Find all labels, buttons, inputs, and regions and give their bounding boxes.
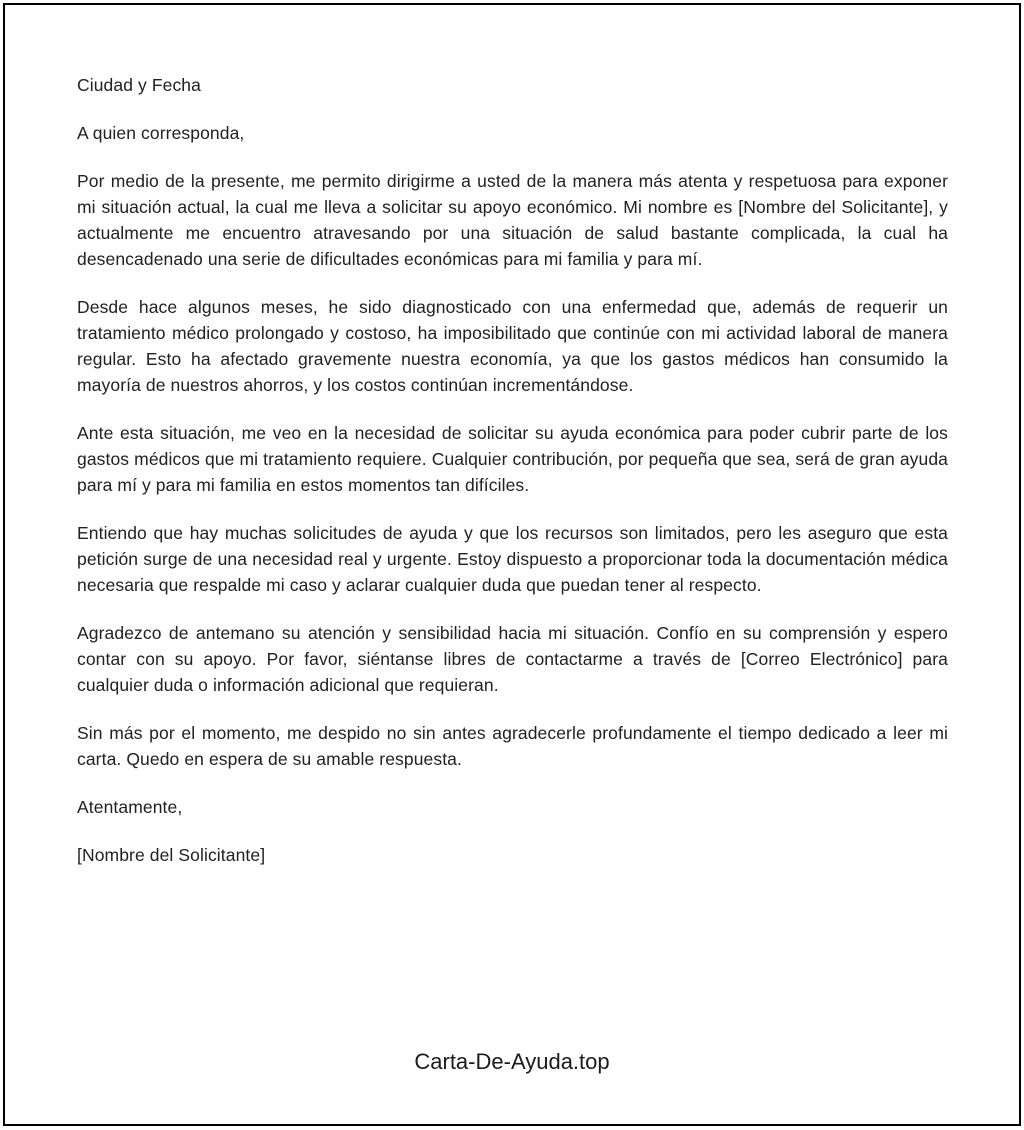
letter-paragraph: Entiendo que hay muchas solicitudes de ayuda y que los recursos son limitados, pero les aseguro que esta petición surge de una necesidad real y urgente. Estoy dispuesto a proporcionar toda la documentación médica necesaria que respalde mi caso y aclarar cualquier duda que puedan tener al respecto. <box>77 523 948 595</box>
closing: Atentamente, <box>77 797 183 817</box>
dateline: Ciudad y Fecha <box>77 75 201 95</box>
signature-placeholder: [Nombre del Solicitante] <box>77 845 266 865</box>
salutation: A quien corresponda, <box>77 123 245 143</box>
footer-site-name: Carta-De-Ayuda.top <box>414 1049 610 1074</box>
letter-content <box>77 72 948 890</box>
letter-paragraph: Desde hace algunos meses, he sido diagnosticado con una enfermedad que, además de requerir un tratamiento médico prolongado y costoso, ha imposibilitado que continúe con mi actividad laboral de manera regular. Esto ha afectado gravemente nuestra economía, ya que los gastos médicos han consumido la mayoría de nuestros ahorros, y los costos continúan incrementándose. <box>77 297 948 395</box>
letter-paragraph: Ante esta situación, me veo en la necesidad de solicitar su ayuda económica para poder cubrir parte de los gastos médicos que mi tratamiento requiere. Cualquier contribución, por pequeña que sea, será de gran ayuda para mí y para mi familia en estos momentos tan difíciles. <box>77 423 948 495</box>
letter-paragraph: Por medio de la presente, me permito dirigirme a usted de la manera más atenta y respetuosa para exponer mi situación actual, la cual me lleva a solicitar su apoyo económico. Mi nombre es [Nombre del Solicitante], y actualmente me encuentro atravesando por una situación de salud bastante complicada, la cual ha desencadenado una serie de dificultades económicas para mi familia y para mí. <box>77 171 948 269</box>
letter-paragraph: Agradezco de antemano su atención y sensibilidad hacia mi situación. Confío en su comprensión y espero contar con su apoyo. Por favor, siéntanse libres de contactarme a través de [Correo Electrónico] para cualquier duda o información adicional que requieran. <box>77 623 948 695</box>
letter-paragraph: Sin más por el momento, me despido no sin antes agradecerle profundamente el tiempo dedicado a leer mi carta. Quedo en espera de su amable respuesta. <box>77 723 948 769</box>
